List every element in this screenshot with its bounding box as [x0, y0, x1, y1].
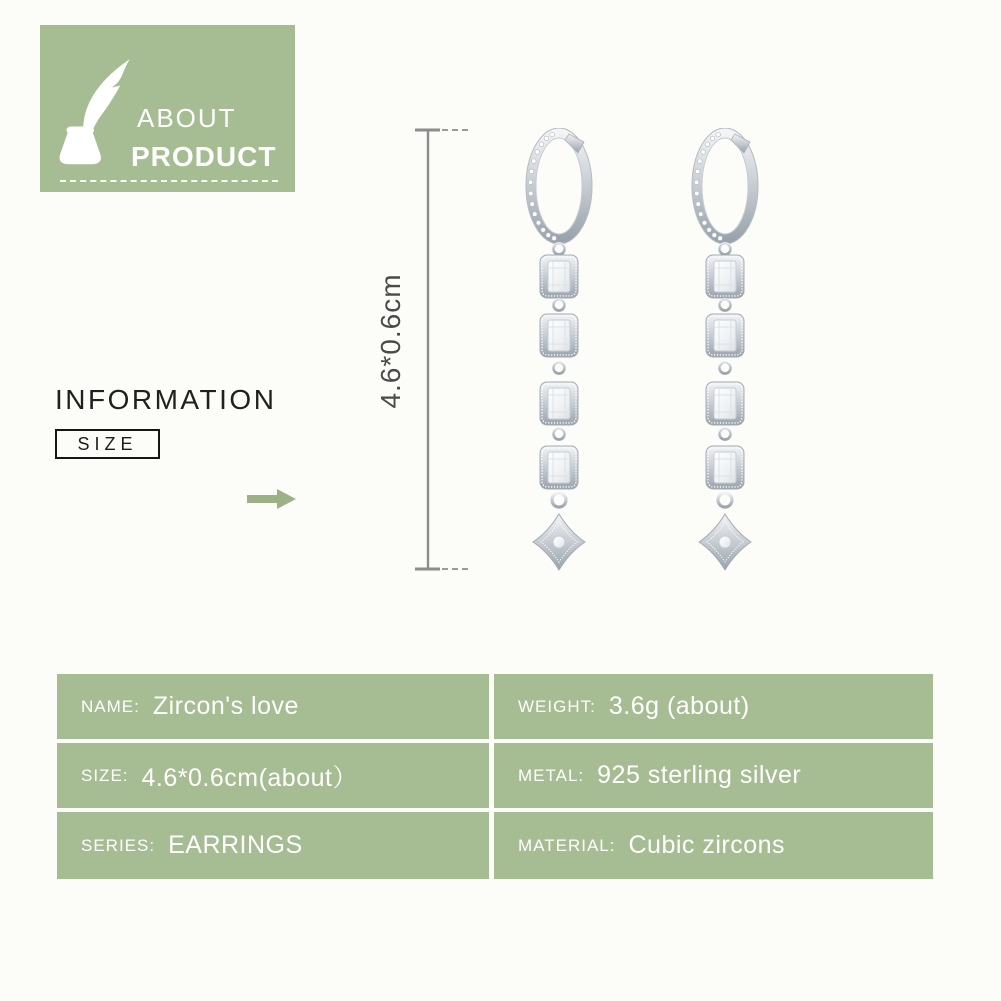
earring-photo-left — [499, 128, 619, 578]
about-line2: PRODUCT — [131, 141, 277, 172]
spec-size-label: SIZE: — [81, 765, 129, 785]
dashed-divider — [60, 180, 278, 182]
spec-metal-cell — [494, 743, 933, 808]
spec-material-cell — [494, 812, 933, 879]
spec-series-cell — [57, 812, 489, 879]
spec-size-value: 4.6*0.6cm(about） — [141, 763, 358, 792]
spec-material-label: MATERIAL: — [518, 835, 616, 855]
earring-photo-right — [665, 128, 785, 578]
spec-series-label: SERIES: — [81, 835, 156, 855]
spec-name-label: NAME: — [81, 696, 140, 716]
spec-name-value: Zircon's love — [152, 692, 299, 720]
spec-size-cell — [57, 743, 489, 808]
spec-table — [57, 674, 933, 879]
spec-weight-value: 3.6g (about) — [608, 692, 750, 720]
spec-material-value: Cubic zircons — [628, 831, 786, 859]
information-heading: INFORMATION — [55, 384, 277, 415]
about-product-badge — [40, 25, 295, 192]
spec-metal-value: 925 sterling silver — [597, 761, 802, 789]
spec-metal-label: METAL: — [518, 765, 585, 785]
about-line1: ABOUT — [137, 103, 237, 133]
spec-weight-cell — [494, 674, 933, 739]
measurement-ruler — [405, 119, 475, 579]
spec-name-cell — [57, 674, 489, 739]
spec-weight-label: WEIGHT: — [518, 696, 596, 716]
dimension-label: 4.6*0.6cm — [375, 273, 406, 409]
arrow-right-icon — [247, 487, 297, 511]
spec-series-value: EARRINGS — [168, 831, 303, 859]
quill-ink-icon — [54, 55, 138, 177]
size-tag: SIZE — [55, 429, 160, 459]
